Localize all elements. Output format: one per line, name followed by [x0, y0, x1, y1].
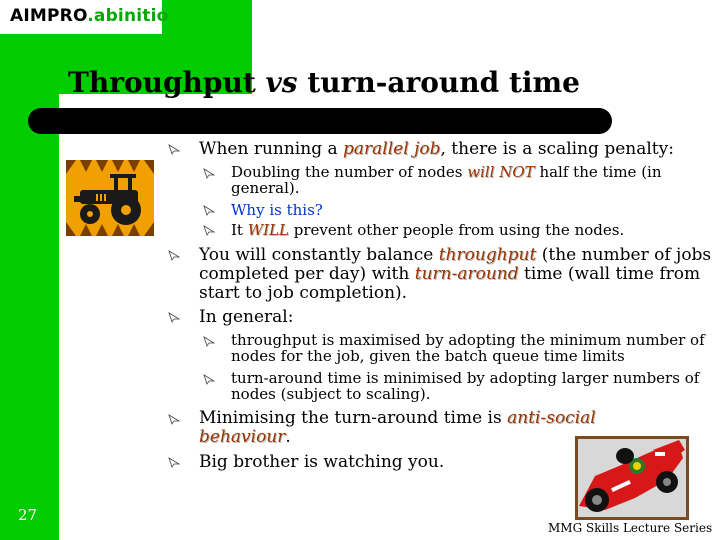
bullet-in-general: In general:: [199, 307, 294, 327]
left-green-strip: [0, 0, 59, 540]
bullet-pen-icon: [203, 204, 215, 216]
bullet-big-brother: Big brother is watching you.: [199, 452, 445, 472]
bullet-pen-icon: [168, 249, 180, 261]
tractor-clipart-icon: [66, 160, 154, 236]
bullet-pen-icon: [168, 413, 180, 425]
subbullet-throughput-maximised: throughput is maximised by adopting the minimum number of nodes for the job, given the batch queue time limits: [231, 331, 705, 365]
footer-series: MMG Skills Lecture Series: [548, 521, 713, 535]
bullet-pen-icon: [168, 456, 180, 468]
subbullet-why-question: Why is this?: [231, 201, 323, 219]
race-car-clipart-icon: [575, 436, 689, 520]
subbullet-doubling-nodes: Doubling the number of nodes will NOT half the time (in general).: [231, 163, 662, 197]
bullet-throughput-balance: You will constantly balance throughput (the number of jobs completed per day) with turn-around time (wall time from start to job completion).: [199, 245, 712, 303]
bullet-pen-icon: [168, 143, 180, 155]
logo: AIMPRO.abinitio: [10, 6, 169, 26]
subbullet-prevent-others: It WILL prevent other people from using the nodes.: [231, 221, 625, 239]
bullet-pen-icon: [203, 373, 215, 385]
slide-title: Throughput vs turn-around time: [68, 66, 580, 99]
bullet-pen-icon: [203, 167, 215, 179]
bullet-pen-icon: [203, 224, 215, 236]
page-number: 27: [18, 506, 38, 524]
bullet-anti-social: Minimising the turn-around time is anti-social behaviour.: [199, 408, 596, 447]
bullet-pen-icon: [203, 335, 215, 347]
logo-box: [0, 0, 169, 34]
bullet-pen-icon: [168, 311, 180, 323]
title-underline-bar: [28, 108, 612, 134]
subbullet-turnaround-minimised: turn-around time is minimised by adopting larger numbers of nodes (subject to scaling).: [231, 369, 700, 403]
bullet-parallel-job: When running a parallel job, there is a scaling penalty:: [199, 139, 674, 159]
